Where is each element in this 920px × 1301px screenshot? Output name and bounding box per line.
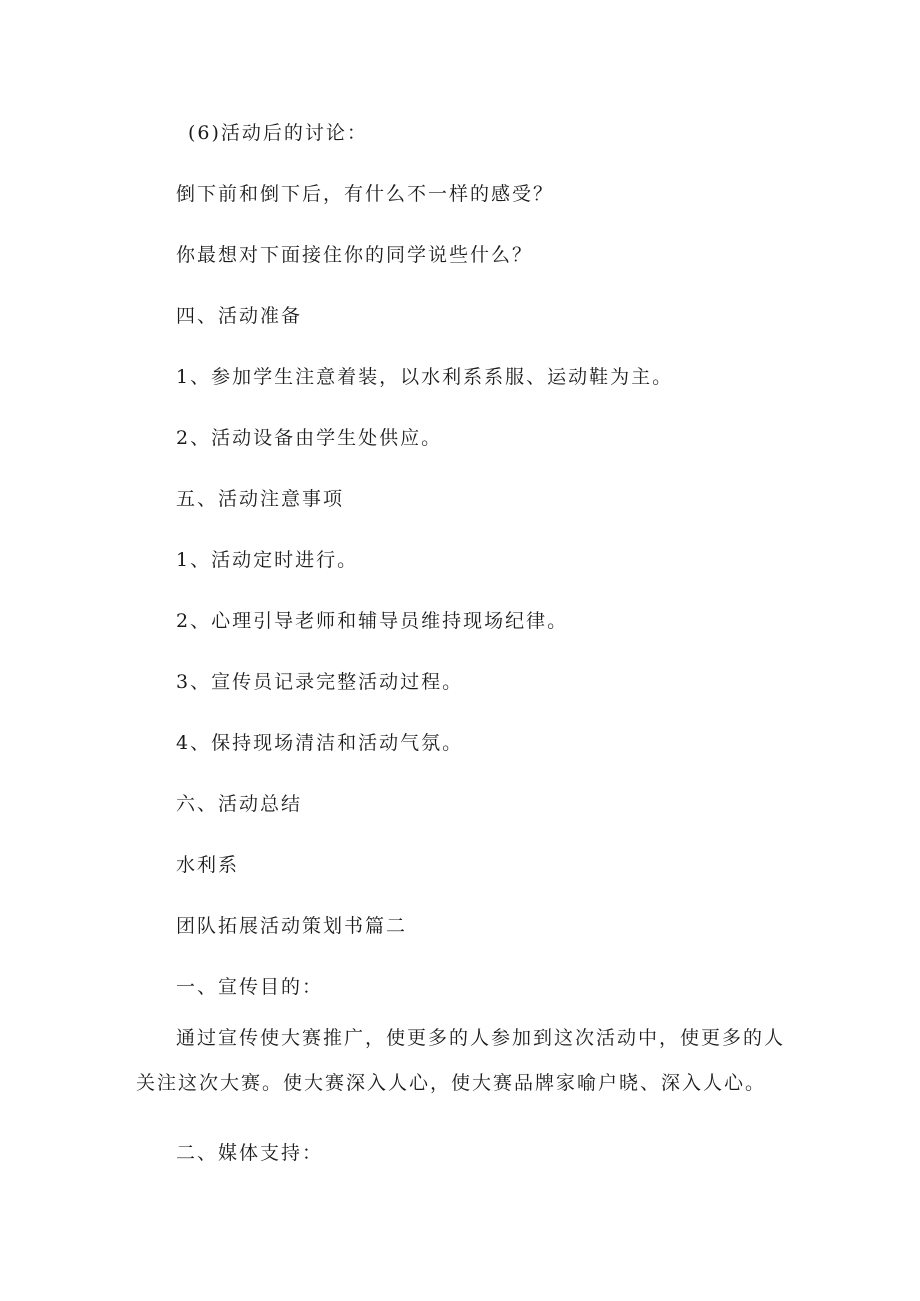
list-item: 1、参加学生注意着装，以水利系系服、运动鞋为主。	[176, 366, 674, 388]
list-item: 4、保持现场清洁和活动气氛。	[176, 732, 464, 754]
section-heading: 一、宣传目的：	[176, 976, 324, 998]
text-line: 倒下前和倒下后，有什么不一样的感受？	[176, 183, 555, 205]
section-heading: 二、媒体支持：	[176, 1142, 324, 1164]
section-heading: 五、活动注意事项	[176, 488, 345, 510]
list-item: 3、宣传员记录完整活动过程。	[176, 671, 464, 693]
section-heading: 六、活动总结	[176, 793, 303, 815]
body-paragraph: 通过宣传使大赛推广，使更多的人参加到这次活动中，使更多的人关注这次大赛。使大赛深入人心，使大赛品牌家喻户晓、深入人心。	[136, 1027, 786, 1094]
discussion-heading: (6)活动后的讨论：	[188, 122, 368, 144]
document-title: 团队拓展活动策划书篇二	[176, 915, 408, 937]
list-item: 2、心理引导老师和辅导员维持现场纪律。	[176, 610, 569, 632]
text-line: 你最想对下面接住你的同学说些什么？	[176, 244, 534, 266]
signature-text: 水利系	[176, 854, 240, 876]
list-item: 1、活动定时进行。	[176, 549, 359, 571]
section-heading: 四、活动准备	[176, 305, 303, 327]
list-item: 2、活动设备由学生处供应。	[176, 427, 443, 449]
